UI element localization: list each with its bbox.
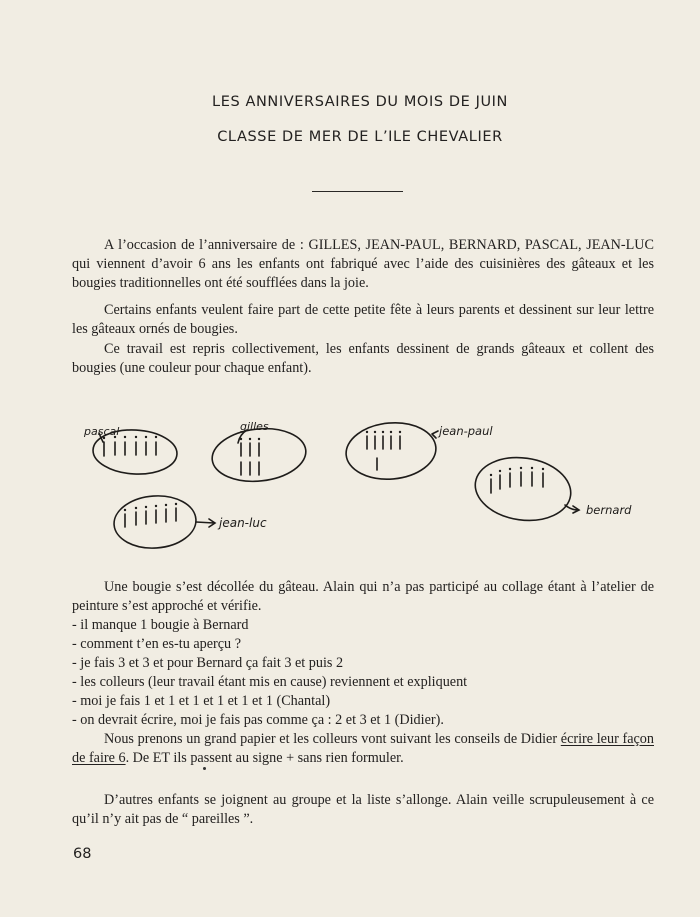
paragraph-candle <box>72 578 654 730</box>
dialogue-line-3: - je fais 3 et 3 et pour Bernard ça fait 3 et puis 2 <box>72 655 344 671</box>
arrow-jean-luc <box>196 519 215 527</box>
cakes-drawing <box>0 400 700 560</box>
label-jean-luc: jean-luc <box>219 516 267 530</box>
candles-gilles <box>241 443 259 475</box>
underlined-phrase: écrire leur façon de faire 6 <box>72 731 654 766</box>
page-number: 68 <box>73 846 92 862</box>
paragraph-intro: A l’occasion de l’anniversaire de : GILLES, JEAN-PAUL, BERNARD, PASCAL, JEAN-LUC qui viennent d’avoir 6 ans les enfants ont fabriqué avec l’aide des cuisinières des gâteaux et les bougies traditionnelles ont été soufflées dans la joie. <box>72 237 654 291</box>
page-subtitle: CLASSE DE MER DE L’ILE CHEVALIER <box>217 129 503 145</box>
ink-dot <box>203 767 206 770</box>
dialogue-line-5: - moi je fais 1 et 1 et 1 et 1 et 1 et 1 (Chantal) <box>72 693 331 709</box>
candles-jean-luc <box>125 508 176 527</box>
paragraph-list: D’autres enfants se joignent au groupe et la liste s’allonge. Alain veille scrupuleusement à ce qu’il n’y ait pas de “ pareilles ”. <box>72 792 654 827</box>
arrow-bernard <box>565 505 579 513</box>
label-bernard: bernard <box>586 503 632 517</box>
candles-pascal <box>104 442 156 456</box>
label-gilles: gilles <box>240 420 269 433</box>
candles-jean-paul <box>367 436 400 470</box>
paragraph-collective: Ce travail est repris collectivement, les enfants dessinent de grands gâteaux et collent des bougies (une couleur pour chaque enfant). <box>72 341 654 376</box>
paragraph-candle-text: Une bougie s’est décollée du gâteau. Alain qui n’a pas participé au collage étant à l’atelier de peinture s’est approché et vérifie. <box>72 579 654 614</box>
cake-jean-paul <box>344 419 439 483</box>
paragraph-letters: Certains enfants veulent faire part de cette petite fête à leurs parents et dessinent sur leur lettre les gâteaux ornés de bougies. <box>72 302 654 337</box>
dialogue-line-4: - les colleurs (leur travail étant mis en cause) reviennent et expliquent <box>72 674 468 690</box>
paragraph-didier-end: . De ET ils passent au signe + sans rien formuler. <box>125 750 404 766</box>
title-divider <box>312 191 403 192</box>
dialogue-line-1: - il manque 1 bougie à Bernard <box>72 617 249 633</box>
dialogue-line-6: - on devrait écrire, moi je fais pas comme ça : 2 et 3 et 1 (Didier). <box>72 712 444 728</box>
label-jean-paul: jean-paul <box>439 424 493 438</box>
label-pascal: pascal <box>84 425 120 438</box>
dialogue-line-2: - comment t’en es-tu aperçu ? <box>72 636 241 652</box>
cake-bernard <box>471 452 575 527</box>
paragraph-didier-start: Nous prenons un grand papier et les colleurs vont suivant les conseils de Didier <box>104 731 561 747</box>
candles-bernard <box>491 472 543 493</box>
arrow-jean-paul <box>432 431 438 438</box>
page-title: LES ANNIVERSAIRES DU MOIS DE JUIN <box>212 94 508 110</box>
paragraph-didier <box>72 730 654 768</box>
